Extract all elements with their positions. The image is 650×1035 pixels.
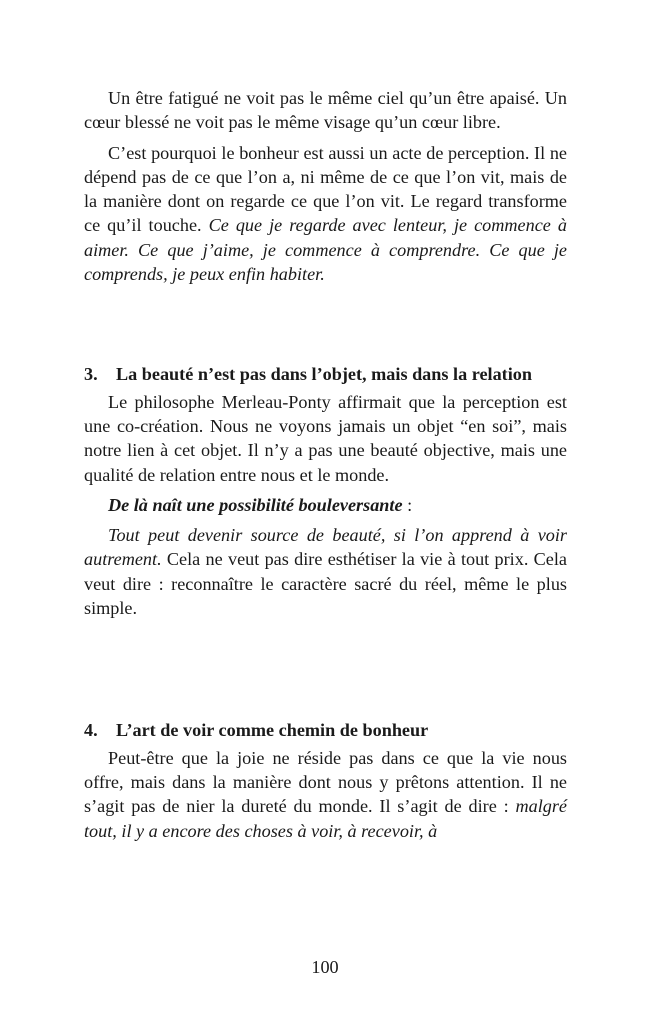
paragraph-art-of-seeing-italic: malgré tout, il y a encore des choses à voir, à recevoir, à (84, 796, 567, 841)
section-4-number: 4. (84, 720, 98, 741)
section-4-heading (84, 718, 567, 742)
paragraph-perception (84, 141, 567, 287)
page-number: 100 (311, 957, 339, 977)
paragraph-intro: Un être fatigué ne voit pas le même ciel qu’un être apaisé. Un cœur blessé ne voit pas le même visage qu’un cœur libre. (84, 88, 567, 133)
paragraph-beauty-italic: Tout peut devenir source de beauté, si l’on apprend à voir autrement. (84, 525, 567, 570)
section-3-number: 3. (84, 364, 98, 385)
paragraph-perception-italic: Ce que je regarde avec lenteur, je commence à aimer. Ce que j’aime, je commence à comprendre. Ce que je comprends, je peux enfin habiter. (84, 215, 567, 285)
paragraph-beauty-rest: Cela ne veut pas dire esthétiser la vie à tout prix. Cela veut dire : reconnaître le caractère sacré du réel, même le plus simple. (84, 549, 567, 619)
paragraph-beauty (84, 523, 567, 620)
section-4-title: L’art de voir comme chemin de bonheur (116, 720, 429, 741)
paragraph-art-of-seeing (84, 746, 567, 843)
section-3-heading (84, 362, 567, 386)
paragraph-art-of-seeing-text: Peut-être que la joie ne réside pas dans ce que la vie nous offre, mais dans la manière dont nous y prêtons attention. Il ne s’agit pas de nier la dureté du monde. Il s’agit de dire : (84, 747, 567, 817)
section-3-title: La beauté n’est pas dans l’objet, mais dans la relation (116, 364, 532, 385)
lead-tail: : (402, 494, 413, 515)
lead-bold-italic: De là naît une possibilité bouleversante (108, 494, 403, 515)
page-body (84, 86, 567, 843)
paragraph-merleau-ponty: Le philosophe Merleau-Ponty affirmait que la perception est une co-création. Nous ne voyons jamais un objet “en soi”, mais notre lien à cet objet. Il n’y a pas une beauté objective, mais une qualité de relation entre nous et le monde. (84, 391, 567, 485)
paragraph-lead (84, 493, 567, 517)
paragraph-perception-text: C’est pourquoi le bonheur est aussi un acte de perception. Il ne dépend pas de ce que l’on a, ni même de ce que l’on vit, mais de la manière dont on regarde ce que l’on vit. Le regard transforme ce qu’il touche. (84, 142, 567, 236)
